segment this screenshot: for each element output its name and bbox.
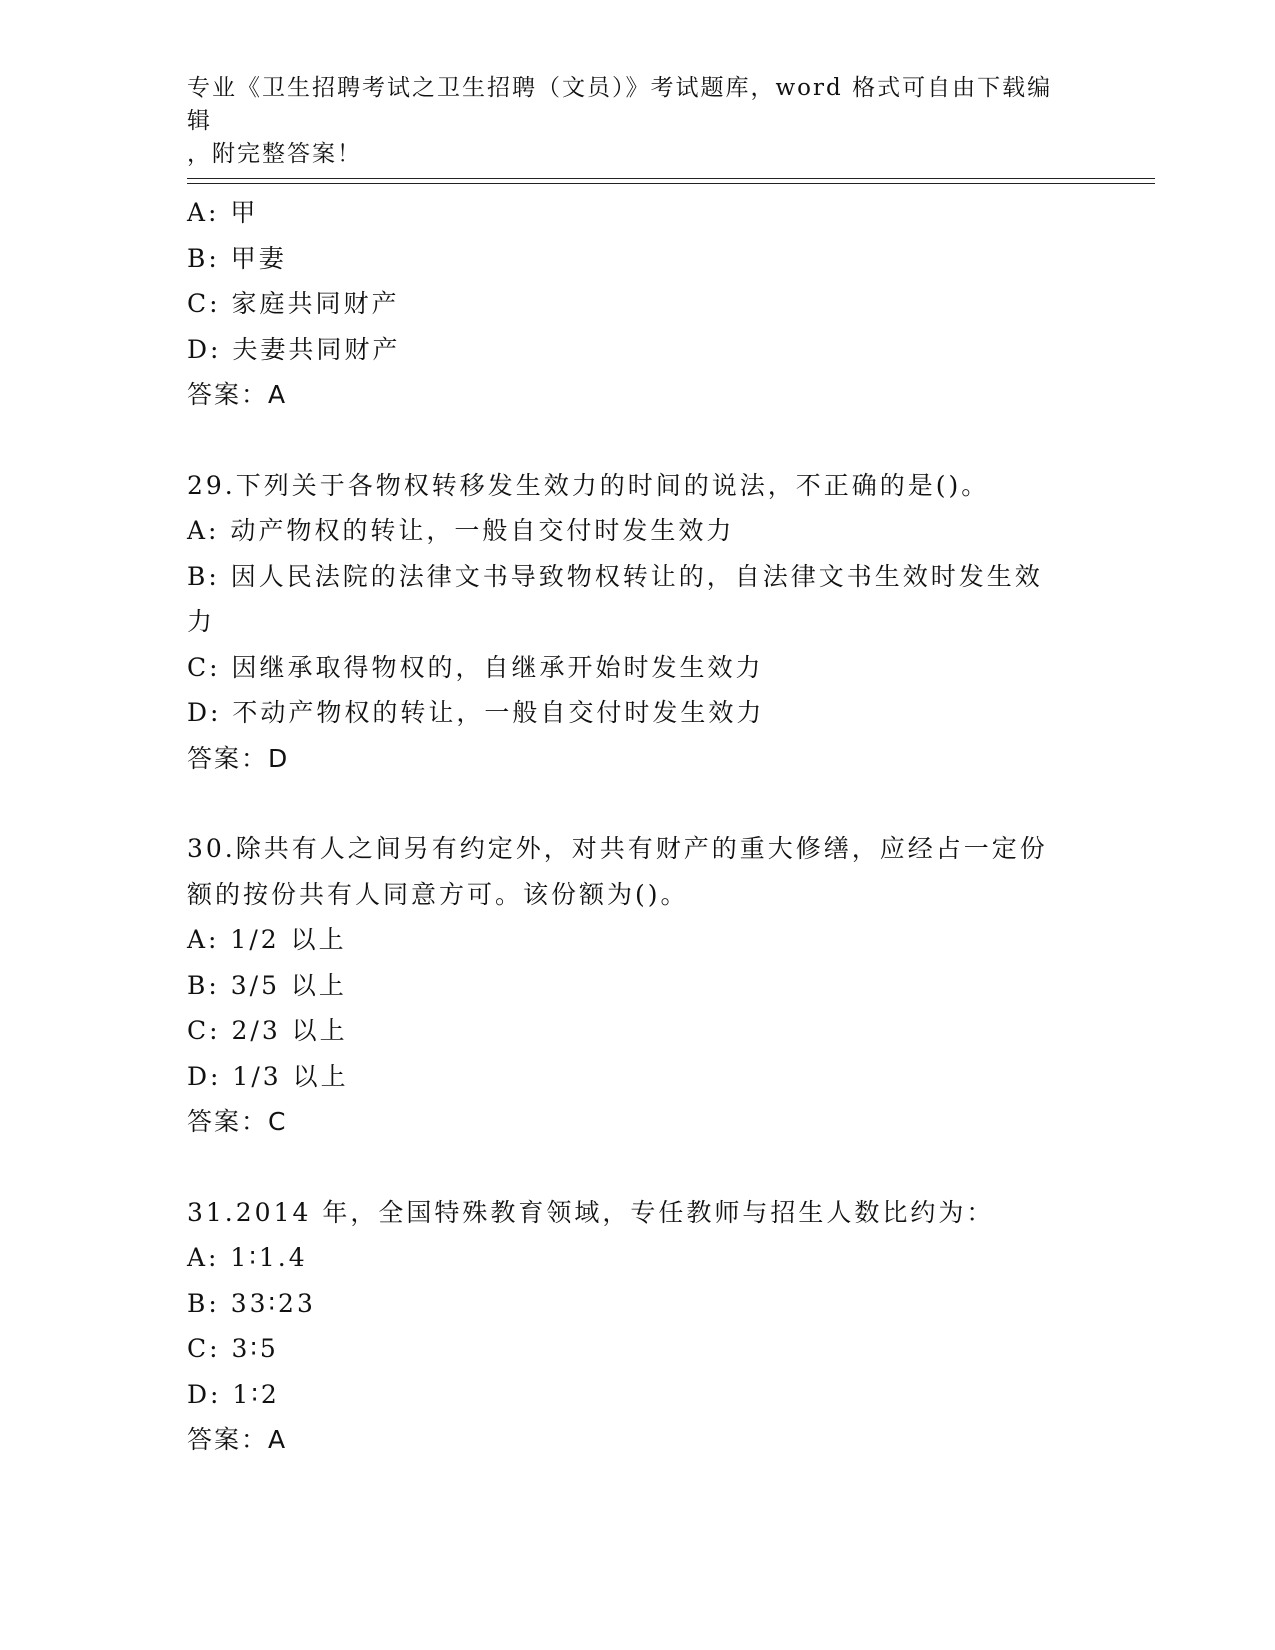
answer: 答案：D	[187, 743, 290, 773]
header-line-2: ，附完整答案！	[187, 141, 362, 167]
header-divider-top	[187, 178, 1155, 179]
option-a: A: 1∶1.4	[187, 1243, 308, 1272]
header-line-1: 专业《卫生招聘考试之卫生招聘（文员）》考试题库，word 格式可自由下载编辑	[187, 75, 1053, 134]
question-text: 31.2014 年，全国特殊教育领域，专任教师与招生人数比约为：	[187, 1197, 995, 1227]
question-list	[187, 190, 1087, 1463]
option-b: B: 3/5 以上	[187, 970, 347, 1000]
option-d: D: 不动产物权的转让，一般自交付时发生效力	[187, 698, 765, 727]
question-text: 29.下列关于各物权转移发生效力的时间的说法，不正确的是()。	[187, 470, 990, 500]
option-d: D: 1/3 以上	[187, 1061, 349, 1091]
spacer	[187, 781, 1087, 826]
option-c: C: 2/3 以上	[187, 1016, 348, 1045]
option-c: C: 因继承取得物权的，自继承开始时发生效力	[187, 652, 764, 682]
option-a: A: 1/2 以上	[187, 925, 347, 954]
question-text-continued: 额的按份共有人同意方可。该份额为()。	[187, 879, 689, 909]
answer: 答案：A	[187, 380, 288, 409]
option-d: D: 1∶2	[187, 1379, 280, 1409]
question-29	[187, 463, 1087, 782]
question-text: 30.除共有人之间另有约定外，对共有财产的重大修缮，应经占一定份	[187, 834, 1048, 863]
spacer	[187, 1145, 1087, 1190]
question-28	[187, 190, 1087, 418]
question-30	[187, 826, 1087, 1145]
option-b: B: 因人民法院的法律文书导致物权转让的，自法律文书生效时发生效	[187, 561, 1043, 591]
option-b: B: 33∶23	[187, 1288, 316, 1318]
option-a: A: 动产物权的转让，一般自交付时发生效力	[187, 516, 735, 545]
option-c: C: 3∶5	[187, 1334, 279, 1363]
spacer	[187, 418, 1087, 463]
answer: 答案：C	[187, 1107, 288, 1136]
option-c: C: 家庭共同财产	[187, 289, 400, 318]
option-d: D: 夫妻共同财产	[187, 334, 401, 364]
option-b: B: 甲妻	[187, 243, 287, 273]
option-a: A: 甲	[187, 198, 259, 227]
document-header	[187, 72, 1067, 171]
question-31	[187, 1190, 1087, 1463]
header-divider-bottom	[187, 183, 1155, 184]
option-b-continued: 力	[187, 607, 216, 636]
answer: 答案：A	[187, 1425, 288, 1454]
